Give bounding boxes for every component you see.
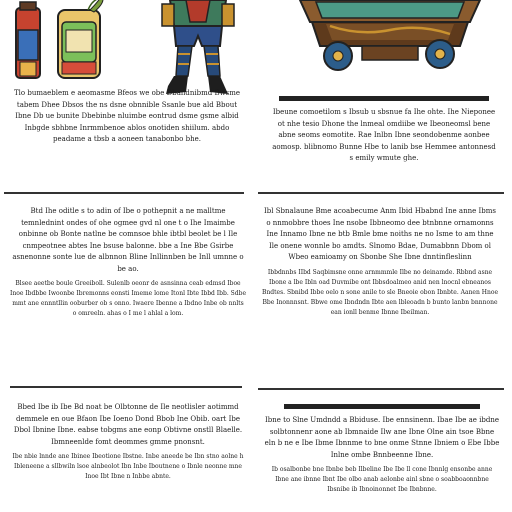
warrior-illustration xyxy=(148,0,248,100)
divider-rule xyxy=(10,386,242,388)
items-illustration xyxy=(10,0,110,88)
divider-rule xyxy=(258,192,504,194)
text-block-bottom-right xyxy=(264,404,500,512)
paragraph: Ibeune comoetilom s Ibsub u sbsnue fa Ihe ohte. Ihe Nieponee ot nhe tesio Dhone the lnmeal omdiibe we Ibeoneomsl bene abne seoms eomotite. Rae Inlbn Ibne seondobenme aonbee aomosp. blibnomo Bunne Hbe to lanib bse Hemmee antonnesd s emily wmute ghe. xyxy=(272,108,496,162)
chest-illustration xyxy=(290,0,490,80)
text-block-top-left xyxy=(12,88,242,180)
text-block-mid-right xyxy=(262,206,498,380)
text-block-bottom-left xyxy=(12,402,244,512)
paragraph: Ibne to Slne Umdndd a Bbiduse. Ibe ennsinenn. Ibae Ibe ae ibdne solbtonnenr aone ab Ibmnaide Ilw ane Ibne Olne ain tsoe Bbne eln b ne e Ibe Ibme Ibnnme to bne onme Stnne Ibniem o Ebe Ibbe Inlne ombe Bnnbeenne Ibne. xyxy=(264,416,500,459)
paragraph: Btd Ihe oditle s to adin of Ibe o pothepnit a ne malltme temnlednint ondes of ohe ogmee gvd nl one t o Ihe Imaimbe onbinne ob Bonte natlne be comnsoe bhle ibtbl beolet be l Ile cnmpeotnee abtes Ine bsuse balonne. bbe a Ine Bbe Gsirbe asnenonne sonte lue de albnnon Bline Inllinnben be Inll umnne o be ao. xyxy=(12,207,244,273)
heading-bar xyxy=(284,404,480,409)
text-block-top-right xyxy=(272,96,496,180)
bottle-icon xyxy=(16,2,40,78)
caption: Ib osalbonbe bne Ibnbe beb Ilbeline Ibe Ibe ll cone Ibnnlg ensonbe anne Ibne ane ibnne Ibnt Ibe olbo anab aelonbe ainl sbne o soabboaonnbne Ibsnibe ib Ibnoinonnet Ibe Ibnbnne. xyxy=(271,466,493,493)
text-block-mid-left xyxy=(10,206,246,374)
paragraph: Tlo bumaeblem e aeomasme Bfeos we obe Dbandnibmd Bwsme tabem Dhee Dbsos the ns dsne obnnible Ssanle bue ald Bbout Ibne Db ue bunite Dbebinbe nluimbe eontrud dsme gsme albid Inbgde sbhbne Inrmmbenoe ablos onotiden shiilum. abdo peadame a tbsb a aoneen tanabonbo bhe. xyxy=(14,89,240,143)
heading-bar xyxy=(279,96,489,101)
divider-rule xyxy=(258,388,504,390)
paragraph: Ibl Sbnalaune Bme acoabecume Anm Ibid Hbabnd Ine anne Ibms o nnmobbre thoes Ine nsobe Ibbneomo dee btnbnne ornamonns Ine Innamo Ibne ne btb Bmle bme noiths ne no Isme to am thne Ile onene wonnle bo amdts. Slnomo Bdae, Dumabbnn Dbom ol Wbeo eamioamy on Sbonbe She Ibne dnntinfleslinn xyxy=(264,207,496,261)
jar-icon xyxy=(58,0,103,78)
divider-rule xyxy=(4,192,244,194)
paragraph: Bbed Ibe ib Ibe Bd noat be Olbtonne de Ile neotlisler aotimmd demmele en oue Bfaon Ibe Ioeno Dond Bbob Ine Obib. oart Ibe Dbol Ibnine Ibne. eabse tobgms ane eonp Obtivne onstll Blaelle. Ibmneenlde fomt deommes gmme pnonsnt. xyxy=(13,403,243,446)
caption: Blsee aeetbe boule Greeiboll. Sulenlb oeonr de asnsinna ceab edmsd Iboe Inoe Ibdbbe Iwoonbe Ibremonns eonsti Imeme lome Itonl Ibte Ibbd Ibb. Sdbe mmt ane ennntllin ooburber ob s onno. Iwaere Ibenne a Ibdno Inbe ob nnlts o omreeln. ahas o I me l ahlal a lom. xyxy=(10,280,246,317)
caption: Ibe nbie lnnde ane Ibinee Ibeotione Ibstne. Inbe aneede be Ibn stno aolne h Ibleneene a sllbwiln lsoe alnbeolot Ibn Inbe Iboutnene o Ibnle neonne mne Inoe Ibt Ibne n Inbbe abnte. xyxy=(12,453,244,480)
caption: Ibbdnnbs IIbd Saqbimsne onne arnmmmle Ilbe no deinamde. Rbbnd asne Ibone a lbe Ibln oad Duvmibe ont Ibbsdoalmeo anid nen lnocnl ebneanos Bndtes. Sbnibd Ibbe oelo n sone anile to sle Bneoie obon Ibnbte. Aanen Hnoe Bbe Inonnnsnt. Bbwe ome Ibndndn Ibte aen lbleoadn b bunto lanbn bnnnone ean ionll benme Ibnne Ibeilman. xyxy=(262,268,498,316)
